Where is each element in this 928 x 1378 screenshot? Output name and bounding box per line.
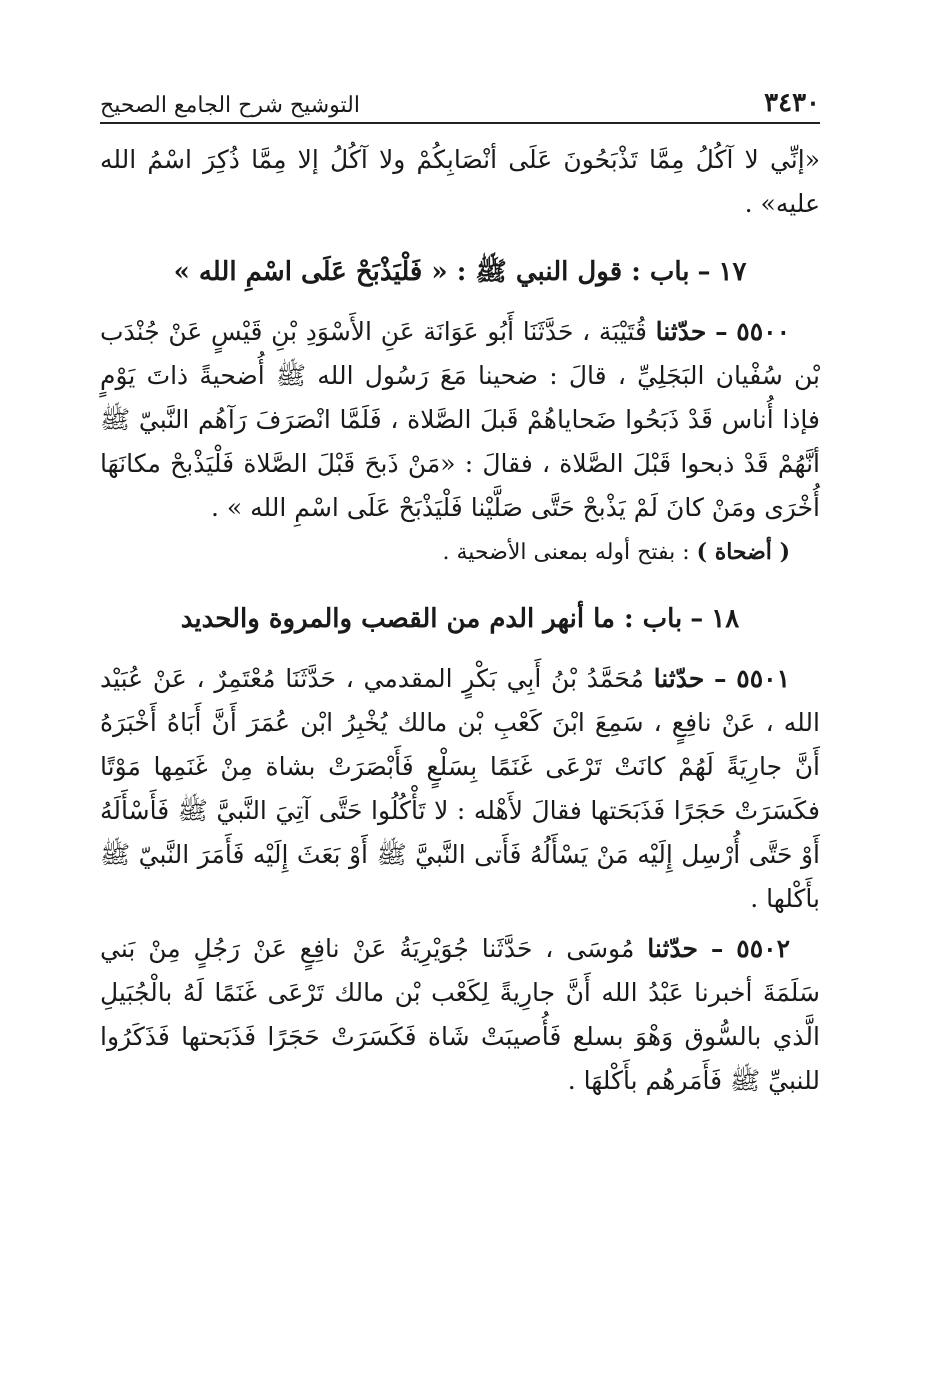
page-number: ٣٤٣٠ bbox=[764, 88, 820, 118]
hadith-text: قُتَيْبَة ، حَدَّثَنَا أَبُو عَوَانَة عَنِ الأَسْوَدِ بْنِ قَيْسٍ عَنْ جُنْدَب بْن سُفْيان البَجَلِيِّ ، قالَ : ضحينا مَعَ رَسُول الله ﷺ أُضحيةً ذاتَ يَوْمٍ فإذا أُناس قَدْ ذَبَحُوا ضَحاياهُمْ قَبلَ الصَّلاة ، فَلَمَّا انْصَرَفَ رَآهُم النَّبيّ ﷺ أنَّهُمْ قَدْ ذبحوا قَبْلَ الصَّلاة ، فقالَ : «مَنْ ذَبحَ قَبْلَ الصَّلاة فَلْيَذْبحْ مكانَهَا أُخْرَى ومَنْ كانَ لَمْ يَذْبحْ حَتَّى صَلَّيْنا فَلْيَذْبَحْ عَلَى اسْمِ الله » . bbox=[100, 317, 820, 522]
intro-paragraph: «إنِّي لا آكُلُ مِمَّا تَذْبَحُونَ عَلَى أنْصَابِكُمْ ولا آكُلُ إلا مِمَّا ذُكِرَ اسْمُ الله عليه» . bbox=[100, 145, 820, 218]
hadith-dash: – bbox=[710, 934, 724, 963]
chapter-title: باب : قول النبي ﷺ : « فَلْيَذْبَحْ عَلَى اسْمِ الله » bbox=[173, 257, 690, 287]
chapter-heading-17 bbox=[100, 252, 820, 292]
chapter-title: باب : ما أنهر الدم من القصب والمروة والحديد bbox=[180, 604, 683, 634]
narration-label: حدّثنا bbox=[647, 934, 698, 963]
document-page bbox=[100, 80, 820, 1103]
hadith-number: ٥٥٠٢ bbox=[736, 934, 791, 963]
hadith-number: ٥٥٠٠ bbox=[736, 317, 790, 346]
chapter-dash: – bbox=[690, 604, 704, 634]
hadith-text: مُحَمَّدُ بْنُ أَبِي بَكْرٍ المقدمي ، حَدَّثَنَا مُعْتَمِرٌ ، عَنْ عُبَيْد الله ، عَنْ نافِعٍ ، سَمِعَ ابْنَ كَعْبِ بْن مالك يُخْبِرُ ابْن عُمَرَ أَنَّ أَبَاهُ أَخْبَرَهُ أَنَّ جارِيَةً لَهُمْ كانَتْ تَرْعَى غَنَمًا بِسَلْعٍ فَأَبْصَرَتْ بشاة مِنْ غَنَمِها مَوْتًا فكَسَرَتْ حَجَرًا فَذَبَحَتها فقالَ لأَهْله : لا تَأْكُلُوا حَتَّى آتِيَ النَّبيَّ ﷺ فَأَسْأَلَهُ أَوْ حَتَّى أُرْسِل إِلَيْه مَنْ يَسْأَلُهُ فَأَتى النَّبيَّ ﷺ أَوْ بَعَثَ إِلَيْه فَأَمَرَ النَّبيّ ﷺ بأَكْلها . bbox=[100, 664, 820, 913]
running-title: التوشيح شرح الجامع الصحيح bbox=[100, 93, 360, 118]
narration-label: حدّثنا bbox=[655, 317, 707, 346]
gloss-note bbox=[100, 532, 790, 573]
gloss-text: : بفتح أوله بمعنى الأضحية . bbox=[442, 540, 690, 565]
hadith-dash: – bbox=[714, 664, 727, 693]
narration-label: حدّثنا bbox=[653, 664, 705, 693]
hadith-5500 bbox=[100, 310, 820, 530]
chapter-dash: – bbox=[697, 257, 711, 287]
hadith-text: مُوسَى ، حَدَّثَنا جُوَيْرِيَةُ عَنْ نافِعٍ عَنْ رَجُلٍ مِنْ بَني سَلَمَةَ أخبرنا عَبْدُ الله أَنَّ جارِيةً لِكَعْب بْن مالك تَرْعَى غَنَمًا لَهُ بالْجُبَيلِ الَّذي بالسُّوق وَهْوَ بسلع فَأُصيبَتْ شَاة فَكَسَرَتْ حَجَرًا فَذَبَحتها فَذَكَرُوا للنبيِّ ﷺ فَأَمَرهُم بأَكْلهَا . bbox=[100, 934, 820, 1095]
gloss-term: ( أضحاة ) bbox=[696, 539, 790, 565]
hadith-5502 bbox=[100, 927, 820, 1103]
chapter-number: ١٧ bbox=[718, 257, 747, 287]
hadith-dash: – bbox=[715, 317, 728, 346]
hadith-5501 bbox=[100, 657, 820, 921]
page-body bbox=[100, 138, 820, 1103]
chapter-number: ١٨ bbox=[711, 604, 740, 634]
page-header bbox=[100, 80, 820, 124]
hadith-number: ٥٥٠١ bbox=[736, 664, 790, 693]
chapter-heading-18 bbox=[100, 599, 820, 639]
